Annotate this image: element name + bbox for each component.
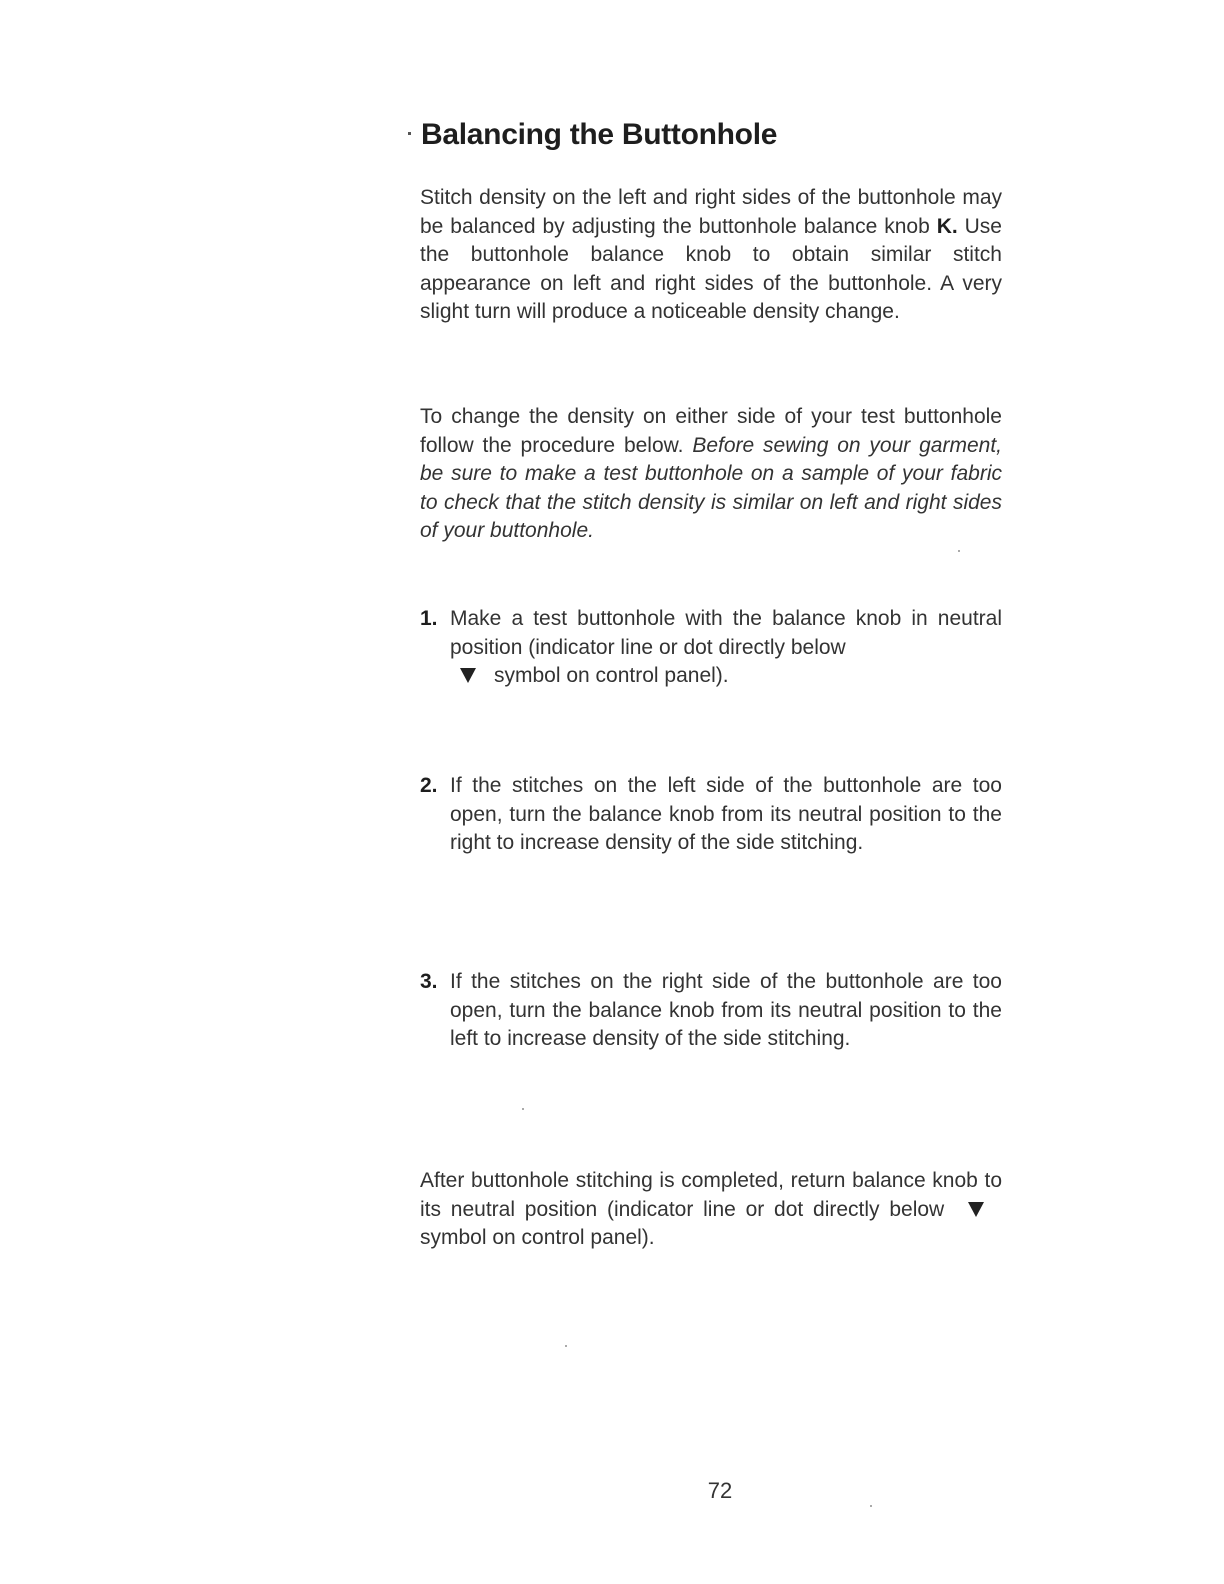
step-text-part: Make a test buttonhole with the balance knob in neutral position (indicator line or dot directly below (450, 607, 1002, 659)
down-triangle-icon (460, 668, 476, 683)
knob-label: K. (936, 214, 958, 238)
step-number: 2. (420, 774, 438, 797)
scan-speck (565, 1345, 567, 1347)
step-item (420, 968, 1002, 1054)
procedure-text: To change the density on either side of your test buttonhole follow the procedure below. (420, 405, 1002, 457)
step-text (450, 605, 1002, 691)
page-title: Balancing the Buttonhole (421, 118, 778, 151)
scan-mark (408, 132, 411, 135)
closing-paragraph (420, 1167, 1002, 1253)
step-item (420, 772, 1002, 858)
step-number: 3. (420, 970, 438, 993)
intro-paragraph (420, 184, 1002, 327)
intro-text: Stitch density on the left and right sides of the buttonhole may be balanced by adjusting the buttonhole balance knob (420, 186, 1002, 238)
step-number: 1. (420, 607, 438, 630)
step-text-part: symbol on control panel). (494, 664, 729, 687)
intro-text-continued: Use the buttonhole balance knob to obtain similar stitch appearance on left and right sides of the buttonhole. A very slight turn will produce a noticeable density change. (420, 214, 1002, 323)
scan-speck (958, 550, 960, 552)
page-number: 72 (707, 1478, 733, 1503)
step-text: If the stitches on the right side of the buttonhole are too open, turn the balance knob from its neutral position to the left to increase density of the side stitching. (450, 970, 1002, 1050)
closing-text-continued: symbol on control panel). (420, 1226, 655, 1249)
scan-speck (870, 1505, 872, 1507)
scan-speck (522, 1108, 524, 1110)
down-triangle-icon (968, 1202, 984, 1217)
step-text: If the stitches on the left side of the buttonhole are too open, turn the balance knob from its neutral position to the right to increase density of the side stitching. (450, 774, 1002, 854)
procedure-caution: Before sewing on your garment, be sure to make a test buttonhole on a sample of your fabric to check that the stitch density is similar on left and right sides of your buttonhole. (420, 433, 1002, 542)
step-item (420, 605, 1002, 691)
procedure-paragraph (420, 403, 1002, 546)
closing-text: After buttonhole stitching is completed, return balance knob to its neutral position (indicator line or dot directly below (420, 1169, 1002, 1221)
